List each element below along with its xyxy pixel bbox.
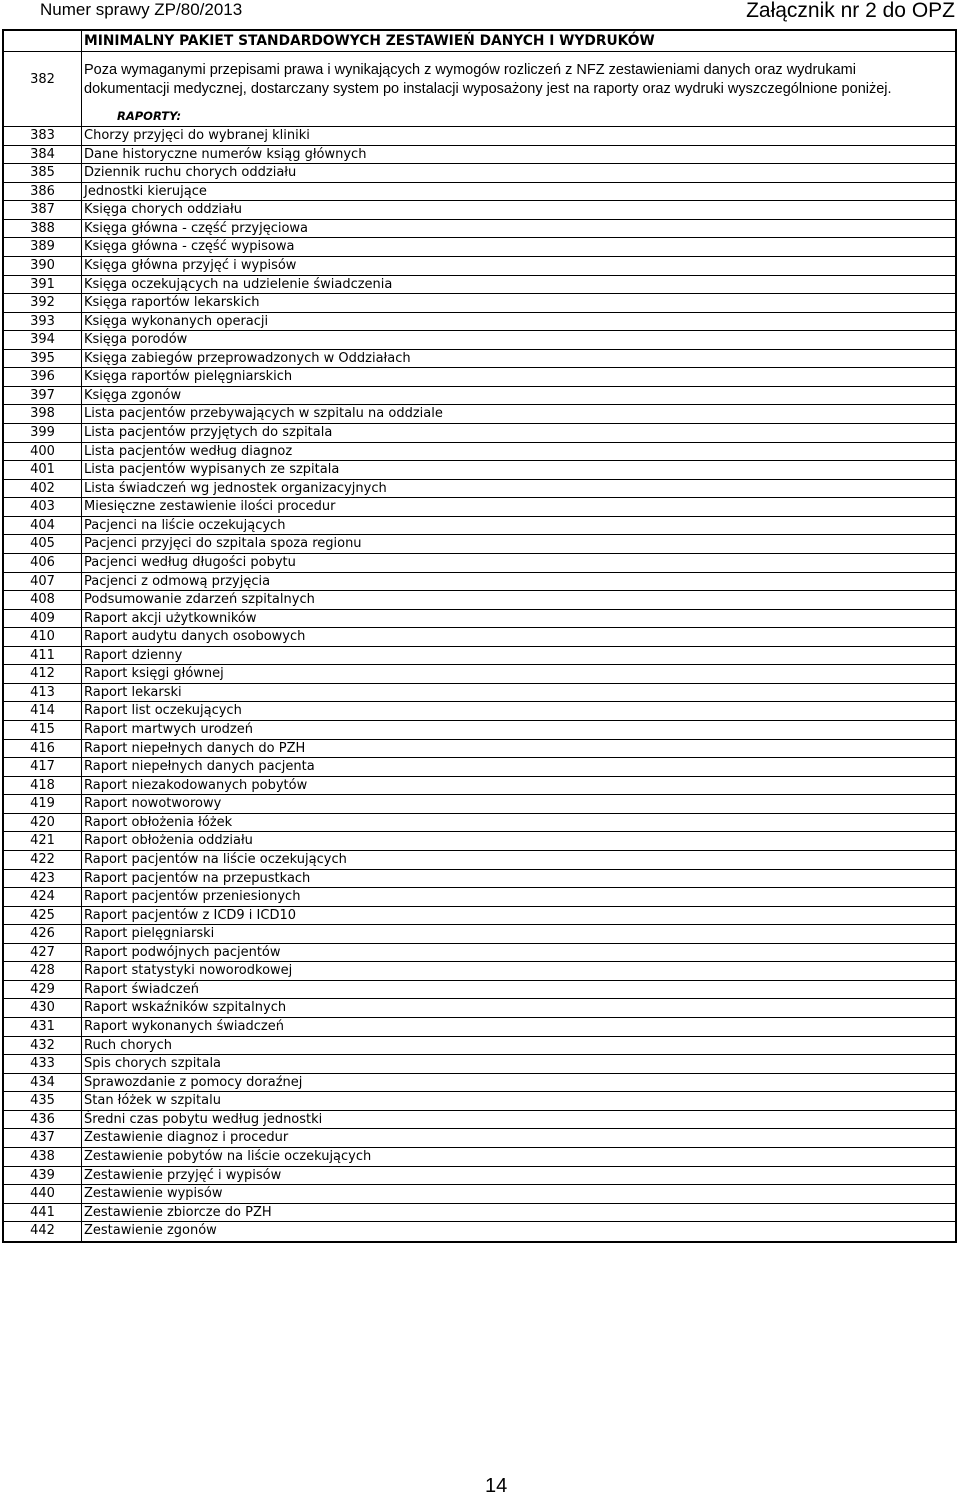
report-number: 389 <box>4 238 82 256</box>
report-name: Księga zabiegów przeprowadzonych w Oddziałach <box>84 350 411 366</box>
report-row <box>4 740 955 759</box>
report-number: 441 <box>4 1204 82 1222</box>
report-name: Pacjenci na liście oczekujących <box>84 517 286 533</box>
report-row <box>4 164 955 183</box>
report-name: Raport nowotworowy <box>84 796 222 812</box>
report-row <box>4 387 955 406</box>
report-row <box>4 313 955 332</box>
report-name: Księga oczekujących na udzielenie świadczenia <box>84 276 393 292</box>
report-row <box>4 424 955 443</box>
report-name: Lista pacjentów wypisanych ze szpitala <box>84 462 340 478</box>
report-number: 387 <box>4 201 82 219</box>
report-name: Raport list oczekujących <box>84 703 242 719</box>
report-name: Raport niezakodowanych pobytów <box>84 777 308 793</box>
report-number: 433 <box>4 1055 82 1073</box>
report-number: 394 <box>4 331 82 349</box>
table-title-row <box>4 31 955 52</box>
report-number: 422 <box>4 851 82 869</box>
report-row <box>4 888 955 907</box>
report-row <box>4 498 955 517</box>
report-name: Księga główna przyjęć i wypisów <box>84 257 297 273</box>
report-row <box>4 944 955 963</box>
report-row <box>4 665 955 684</box>
report-row <box>4 814 955 833</box>
report-name: Zestawienie zbiorcze do PZH <box>84 1204 272 1220</box>
report-name: Jednostki kierujące <box>84 183 207 199</box>
table-title: MINIMALNY PAKIET STANDARDOWYCH ZESTAWIEŃ DANYCH I WYDRUKÓW <box>84 33 655 49</box>
report-number: 416 <box>4 740 82 758</box>
report-row <box>4 907 955 926</box>
report-number: 403 <box>4 498 82 516</box>
report-row <box>4 350 955 369</box>
report-number: 383 <box>4 127 82 145</box>
report-name: Księga raportów lekarskich <box>84 295 260 311</box>
report-name: Księga chorych oddziału <box>84 202 242 218</box>
report-number: 405 <box>4 535 82 553</box>
report-list <box>4 127 955 1241</box>
report-row <box>4 517 955 536</box>
report-row <box>4 999 955 1018</box>
report-name: Księga raportów pielęgniarskich <box>84 369 293 385</box>
report-number: 415 <box>4 721 82 739</box>
report-number: 414 <box>4 702 82 720</box>
report-number: 442 <box>4 1222 82 1241</box>
report-number: 407 <box>4 573 82 591</box>
report-name: Zestawienie przyjęć i wypisów <box>84 1167 282 1183</box>
report-name: Raport księgi głównej <box>84 666 224 682</box>
report-number: 404 <box>4 517 82 535</box>
report-number: 409 <box>4 610 82 628</box>
report-number: 402 <box>4 480 82 498</box>
intro-row <box>4 52 955 127</box>
report-name: Zestawienie diagnoz i procedur <box>84 1130 289 1146</box>
report-name: Lista świadczeń wg jednostek organizacyjnych <box>84 480 387 496</box>
report-row <box>4 183 955 202</box>
report-number: 436 <box>4 1111 82 1129</box>
report-row <box>4 721 955 740</box>
report-name: Raport pacjentów z ICD9 i ICD10 <box>84 907 297 923</box>
report-number: 385 <box>4 164 82 182</box>
report-row <box>4 981 955 1000</box>
report-name: Raport akcji użytkowników <box>84 610 257 626</box>
report-number: 417 <box>4 758 82 776</box>
report-row <box>4 702 955 721</box>
report-name: Księga zgonów <box>84 387 182 403</box>
report-number: 397 <box>4 387 82 405</box>
report-row <box>4 238 955 257</box>
report-row <box>4 1222 955 1241</box>
report-row <box>4 851 955 870</box>
report-row <box>4 610 955 629</box>
report-row <box>4 1148 955 1167</box>
report-number: 421 <box>4 832 82 850</box>
report-number: 439 <box>4 1167 82 1185</box>
report-number: 390 <box>4 257 82 275</box>
report-name: Raport pacjentów przeniesionych <box>84 889 301 905</box>
report-number: 401 <box>4 461 82 479</box>
report-row <box>4 647 955 666</box>
report-name: Dane historyczne numerów ksiąg głównych <box>84 146 367 162</box>
report-number: 434 <box>4 1074 82 1092</box>
report-row <box>4 1167 955 1186</box>
report-number: 429 <box>4 981 82 999</box>
report-name: Miesięczne zestawienie ilości procedur <box>84 499 336 515</box>
report-number: 413 <box>4 684 82 702</box>
report-row <box>4 1129 955 1148</box>
report-name: Raport niepełnych danych do PZH <box>84 740 306 756</box>
report-row <box>4 257 955 276</box>
report-number: 423 <box>4 870 82 888</box>
report-row <box>4 535 955 554</box>
report-row <box>4 331 955 350</box>
report-name: Zestawienie zgonów <box>84 1223 217 1239</box>
report-name: Księga wykonanych operacji <box>84 313 269 329</box>
report-row <box>4 962 955 981</box>
report-number: 426 <box>4 925 82 943</box>
report-name: Lista pacjentów według diagnoz <box>84 443 293 459</box>
report-number: 399 <box>4 424 82 442</box>
report-row <box>4 1111 955 1130</box>
report-name: Raport niepełnych danych pacjenta <box>84 759 315 775</box>
report-number: 440 <box>4 1185 82 1203</box>
attachment-label: Załącznik nr 2 do OPZ <box>746 0 955 22</box>
report-name: Raport pielęgniarski <box>84 926 215 942</box>
report-row <box>4 758 955 777</box>
report-row <box>4 201 955 220</box>
report-name: Raport wskaźników szpitalnych <box>84 1000 287 1016</box>
report-number: 400 <box>4 443 82 461</box>
section-label: RAPORTY: <box>117 109 182 123</box>
report-table <box>2 29 957 1243</box>
report-row <box>4 832 955 851</box>
report-name: Ruch chorych <box>84 1037 172 1053</box>
report-number: 412 <box>4 665 82 683</box>
report-row <box>4 925 955 944</box>
report-name: Spis chorych szpitala <box>84 1056 222 1072</box>
intro-text-line: Poza wymaganymi przepisami prawa i wynikających z wymogów rozliczeń z NFZ zestawieniami danych oraz wydrukami <box>84 62 856 78</box>
report-number: 398 <box>4 405 82 423</box>
report-number: 418 <box>4 777 82 795</box>
report-number: 437 <box>4 1129 82 1147</box>
report-name: Podsumowanie zdarzeń szpitalnych <box>84 592 315 608</box>
report-name: Raport świadczeń <box>84 981 199 997</box>
report-name: Księga główna - część wypisowa <box>84 239 295 255</box>
report-name: Chorzy przyjęci do wybranej kliniki <box>84 128 310 143</box>
report-number: 386 <box>4 183 82 201</box>
report-name: Raport obłożenia łóżek <box>84 814 233 830</box>
report-row <box>4 461 955 480</box>
report-row <box>4 777 955 796</box>
report-row <box>4 294 955 313</box>
report-name: Raport podwójnych pacjentów <box>84 944 281 960</box>
report-name: Średni czas pobytu według jednostki <box>84 1111 323 1127</box>
report-row <box>4 443 955 462</box>
report-number: 406 <box>4 554 82 572</box>
report-row <box>4 1204 955 1223</box>
report-name: Raport wykonanych świadczeń <box>84 1019 284 1034</box>
report-row <box>4 554 955 573</box>
report-row <box>4 276 955 295</box>
report-row <box>4 405 955 424</box>
report-number: 410 <box>4 628 82 646</box>
report-row <box>4 1037 955 1056</box>
report-number: 425 <box>4 907 82 925</box>
report-name: Zestawienie pobytów na liście oczekujących <box>84 1148 372 1164</box>
report-name: Raport pacjentów na przepustkach <box>84 870 311 886</box>
page-number: 14 <box>485 1475 508 1497</box>
report-number: 396 <box>4 368 82 386</box>
report-row <box>4 1055 955 1074</box>
report-name: Raport statystyki noworodkowej <box>84 963 293 979</box>
report-row <box>4 127 955 146</box>
intro-text-line: dokumentacji medycznej, dostarczany system po instalacji wyposażony jest na raporty oraz wydruki wyszczególnione poniżej. <box>84 81 892 97</box>
report-row <box>4 628 955 647</box>
report-number: 431 <box>4 1018 82 1036</box>
intro-cell <box>82 52 955 126</box>
empty-cell <box>4 31 82 51</box>
report-name: Pacjenci przyjęci do szpitala spoza regionu <box>84 536 362 552</box>
report-name: Raport dzienny <box>84 647 183 663</box>
report-row <box>4 573 955 592</box>
report-number: 411 <box>4 647 82 665</box>
report-name: Zestawienie wypisów <box>84 1186 223 1202</box>
report-name: Raport audytu danych osobowych <box>84 629 306 645</box>
report-row <box>4 480 955 499</box>
report-number: 420 <box>4 814 82 832</box>
report-number: 438 <box>4 1148 82 1166</box>
report-name: Raport lekarski <box>84 684 182 700</box>
report-row <box>4 220 955 239</box>
report-number: 432 <box>4 1037 82 1055</box>
report-number: 428 <box>4 962 82 980</box>
report-number: 393 <box>4 313 82 331</box>
report-number: 408 <box>4 591 82 609</box>
report-number: 388 <box>4 220 82 238</box>
report-row <box>4 1018 955 1037</box>
report-name: Raport obłożenia oddziału <box>84 833 253 849</box>
report-number: 391 <box>4 276 82 294</box>
report-row <box>4 146 955 165</box>
report-row <box>4 870 955 889</box>
report-name: Lista pacjentów przyjętych do szpitala <box>84 425 333 440</box>
report-number: 419 <box>4 795 82 813</box>
report-name: Księga główna - część przyjęciowa <box>84 220 309 236</box>
report-name: Raport pacjentów na liście oczekujących <box>84 851 347 867</box>
intro-number: 382 <box>4 52 82 126</box>
report-row <box>4 368 955 387</box>
report-name: Pacjenci z odmową przyjęcia <box>84 573 271 589</box>
report-name: Sprawozdanie z pomocy doraźnej <box>84 1074 303 1090</box>
report-name: Stan łóżek w szpitalu <box>84 1093 221 1109</box>
report-row <box>4 591 955 610</box>
report-number: 435 <box>4 1092 82 1110</box>
report-row <box>4 795 955 814</box>
report-number: 430 <box>4 999 82 1017</box>
report-number: 384 <box>4 146 82 164</box>
report-row <box>4 1185 955 1204</box>
report-row <box>4 684 955 703</box>
report-name: Księga porodów <box>84 332 188 348</box>
report-name: Pacjenci według długości pobytu <box>84 554 296 570</box>
report-row <box>4 1074 955 1093</box>
report-name: Raport martwych urodzeń <box>84 722 253 737</box>
report-number: 427 <box>4 944 82 962</box>
report-name: Dziennik ruchu chorych oddziału <box>84 165 297 181</box>
report-number: 395 <box>4 350 82 368</box>
report-number: 424 <box>4 888 82 906</box>
report-number: 392 <box>4 294 82 312</box>
report-row <box>4 1092 955 1111</box>
report-name: Lista pacjentów przebywających w szpitalu na oddziale <box>84 406 443 422</box>
case-number: Numer sprawy ZP/80/2013 <box>40 0 243 19</box>
